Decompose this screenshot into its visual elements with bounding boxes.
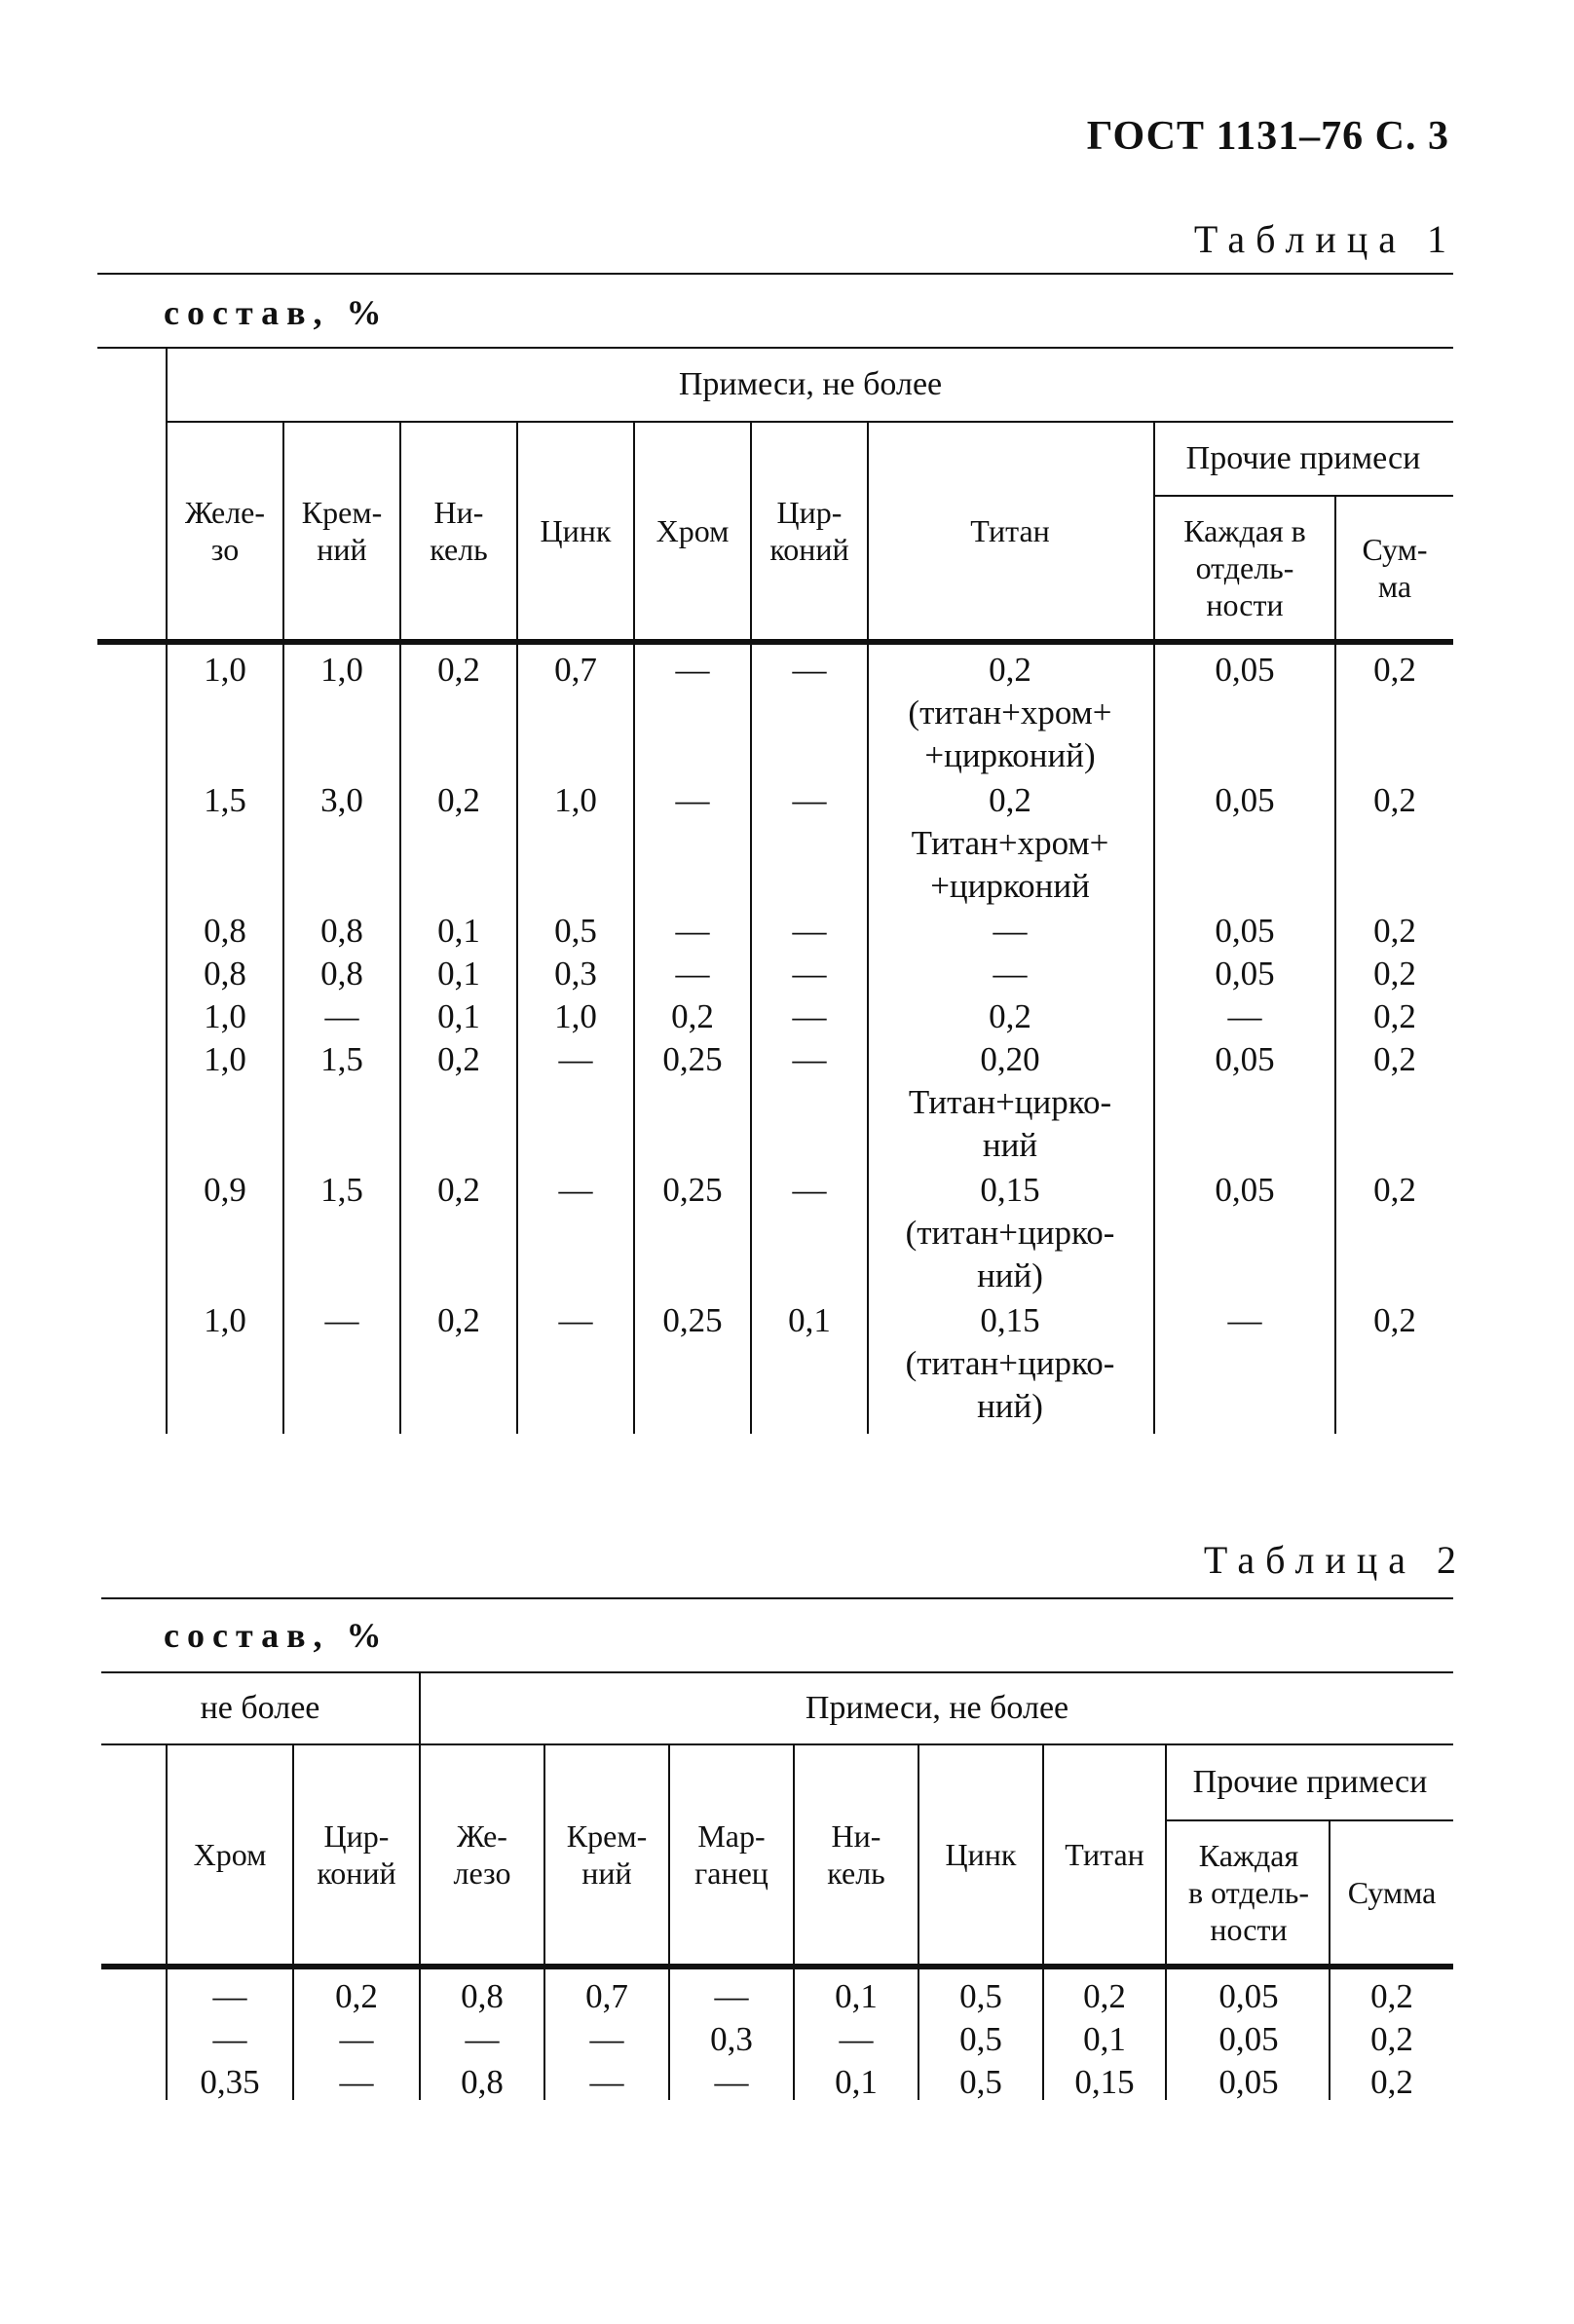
table1-cell: —	[792, 1171, 827, 1209]
table1-col-header-titanium: Титан	[970, 513, 1050, 548]
table1-vline	[166, 349, 168, 1434]
table1-cell: 1,0	[204, 1040, 246, 1078]
table1-cell: 0,05	[1215, 912, 1275, 950]
table1-cell: 0,2 (титан+хром+ +цирконий)	[908, 651, 1112, 774]
table1-cell: —	[993, 912, 1028, 950]
table1-other-title: Прочие примеси	[1185, 440, 1421, 476]
table1-cell: 0,25	[662, 1040, 723, 1078]
table1-cell: 0,1	[788, 1301, 831, 1339]
table2-cell: 0,2	[1370, 1977, 1413, 2015]
table1-cell: —	[675, 781, 710, 819]
table1-cell: 1,5	[204, 781, 246, 819]
table2-cell: 0,05	[1218, 2020, 1279, 2058]
table1-cell: 1,0	[204, 997, 246, 1035]
table1-cell: 0,5	[554, 912, 597, 950]
table1-cell: 1,5	[320, 1040, 363, 1078]
table1-col-header-zirconium: Цир- коний	[769, 495, 849, 567]
table1-cell: 0,8	[204, 955, 246, 993]
table2-col-header-chromium: Хром	[193, 1837, 267, 1872]
table1-cell: 0,15 (титан+цирко- ний)	[905, 1171, 1115, 1294]
table2-cell: 0,5	[959, 1977, 1002, 2015]
table1-cell: 0,2	[1373, 1171, 1416, 1209]
table2-header-bottom-rule	[101, 1964, 1453, 1969]
table1-cell: —	[993, 955, 1028, 993]
table2-cell: —	[714, 1977, 749, 2015]
table2-left-group-title: не более	[200, 1690, 320, 1726]
table1-cell: —	[558, 1301, 593, 1339]
table1-cell: 0,8	[320, 955, 363, 993]
table2-cell: 0,1	[1083, 2020, 1126, 2058]
table1-cell: 0,2	[437, 1040, 480, 1078]
table1-col-header-iron: Желе- зо	[184, 495, 266, 567]
table2-cell: 0,2	[1083, 1977, 1126, 2015]
table1-cell: 0,2 Титан+хром+ +цирконий	[911, 781, 1109, 905]
table2-cell: —	[589, 2020, 624, 2058]
table2-cell: 0,15	[1074, 2063, 1135, 2101]
table1-cell: 0,9	[204, 1171, 246, 1209]
table2-cell: 0,5	[959, 2063, 1002, 2101]
table1-cell: —	[324, 1301, 359, 1339]
table1-cell: 0,25	[662, 1171, 723, 1209]
table1-cell: 0,05	[1215, 781, 1275, 819]
table2-col-header-sum: Сумма	[1347, 1875, 1437, 1910]
table1-cell: —	[1227, 997, 1262, 1035]
table1-col-header-chromium: Хром	[656, 513, 730, 548]
table1-cell: 0,7	[554, 651, 597, 689]
table2-sostav: состав, %	[164, 1616, 390, 1655]
table2-right-group-title: Примеси, не более	[805, 1690, 1069, 1726]
table2-cell: —	[714, 2063, 749, 2101]
table1-cell: 0,2	[1373, 997, 1416, 1035]
table1-cell: 0,2	[1373, 912, 1416, 950]
table1-cell: 0,2	[437, 651, 480, 689]
table2-cell: 0,05	[1218, 2063, 1279, 2101]
table1-cell: 0,1	[437, 912, 480, 950]
table1-cell: 0,2	[989, 997, 1031, 1035]
table2-cell: 0,1	[835, 1977, 878, 2015]
table2-cell: 0,3	[710, 2020, 753, 2058]
table2-col-header-zinc: Цинк	[945, 1837, 1017, 1872]
table1-caption: Таблица 1	[1193, 217, 1457, 261]
table1-cell: —	[558, 1171, 593, 1209]
table1-cell: 1,0	[204, 1301, 246, 1339]
table2-col-header-silicon: Крем- ний	[566, 1818, 648, 1891]
table2-top-rule	[101, 1597, 1453, 1599]
table2-col-header-nickel: Ни- кель	[827, 1818, 885, 1891]
table1-cell: 0,2	[1373, 781, 1416, 819]
table1-col-header-nickel: Ни- кель	[430, 495, 488, 567]
table2-cell: —	[339, 2020, 374, 2058]
table1-top-rule	[97, 273, 1453, 275]
table2-col-header-manganese: Мар- ганец	[694, 1818, 768, 1891]
table2-col-header-each: Каждая в отдель- ности	[1188, 1838, 1309, 1947]
table1-col-header-zinc: Цинк	[540, 513, 612, 548]
table1-cell: 0,05	[1215, 1171, 1275, 1209]
table1-cell: —	[675, 955, 710, 993]
table1-cell: 0,2	[1373, 955, 1416, 993]
table1-cell: 0,2	[1373, 1040, 1416, 1078]
table1-cell: —	[792, 912, 827, 950]
table2-cell: 0,05	[1218, 1977, 1279, 2015]
table2-cell: —	[589, 2063, 624, 2101]
table2-cell: —	[465, 2020, 500, 2058]
table1-cell: 1,0	[204, 651, 246, 689]
table1-cell: —	[558, 1040, 593, 1078]
table1-cell: —	[792, 781, 827, 819]
table1-col-header-each: Каждая в отдель- ности	[1183, 513, 1306, 622]
table1-cell: 0,05	[1215, 955, 1275, 993]
table1-group-title: Примеси, не более	[678, 366, 943, 402]
table1-cell: 0,1	[437, 997, 480, 1035]
table1-col-header-silicon: Крем- ний	[301, 495, 383, 567]
table1-cell: 0,2	[671, 997, 714, 1035]
table2-cell: 0,2	[1370, 2063, 1413, 2101]
table1-cell: 0,20 Титан+цирко- ний	[908, 1040, 1112, 1164]
table2-cell: 0,5	[959, 2020, 1002, 2058]
table1-cell: —	[1227, 1301, 1262, 1339]
table1-cell: 0,05	[1215, 651, 1275, 689]
table1-cell: 3,0	[320, 781, 363, 819]
table1-cell: 1,0	[320, 651, 363, 689]
table1-cell: 1,5	[320, 1171, 363, 1209]
table2-cell: 0,35	[200, 2063, 260, 2101]
table2-cell: —	[839, 2020, 874, 2058]
table2-cell: 0,8	[461, 1977, 504, 2015]
table1-sostav: состав, %	[164, 293, 390, 332]
table1-cell: 0,05	[1215, 1040, 1275, 1078]
table2-cell: 0,1	[835, 2063, 878, 2101]
table1-cell: 1,0	[554, 997, 597, 1035]
table1-cell: 0,1	[437, 955, 480, 993]
table1-cell: —	[792, 1040, 827, 1078]
table2-cell: 0,2	[335, 1977, 378, 2015]
table1-cell: 0,2	[437, 1301, 480, 1339]
table1-header-bottom-rule	[97, 639, 1453, 645]
table1-cell: —	[675, 912, 710, 950]
page-header: ГОСТ 1131–76 С. 3	[1086, 114, 1449, 159]
table1-cell: 0,3	[554, 955, 597, 993]
table1-col-header-sum: Сум- ма	[1362, 532, 1428, 604]
table2-cell: 0,8	[461, 2063, 504, 2101]
table2-cell: 0,2	[1370, 2020, 1413, 2058]
table2-col-header-titanium: Титан	[1065, 1837, 1144, 1872]
table2-caption: Таблица 2	[1203, 1538, 1467, 1582]
table2-cell: —	[339, 2063, 374, 2101]
table1-cell: —	[792, 955, 827, 993]
table2-col-header-zirconium: Цир- коний	[317, 1818, 396, 1891]
table1-cell: —	[792, 651, 827, 689]
table2-col-header-iron: Же- лезо	[453, 1818, 511, 1891]
table1-cell: —	[324, 997, 359, 1035]
table1-cell: 0,2	[1373, 1301, 1416, 1339]
table1-cell: 0,2	[1373, 651, 1416, 689]
table1-cell: 1,0	[554, 781, 597, 819]
table1-cell: —	[675, 651, 710, 689]
table2-cell: —	[212, 1977, 247, 2015]
table1-cell: 0,2	[437, 1171, 480, 1209]
table1-cell: 0,25	[662, 1301, 723, 1339]
table1-cell: 0,15 (титан+цирко- ний)	[905, 1301, 1115, 1425]
table1-cell: 0,8	[204, 912, 246, 950]
table2-vline	[1165, 1745, 1167, 2100]
table1-cell: 0,8	[320, 912, 363, 950]
table2-cell: 0,7	[585, 1977, 628, 2015]
table1-cell: —	[792, 997, 827, 1035]
table2-other-title: Прочие примеси	[1192, 1764, 1428, 1800]
table1-cell: 0,2	[437, 781, 480, 819]
table2-cell: —	[212, 2020, 247, 2058]
